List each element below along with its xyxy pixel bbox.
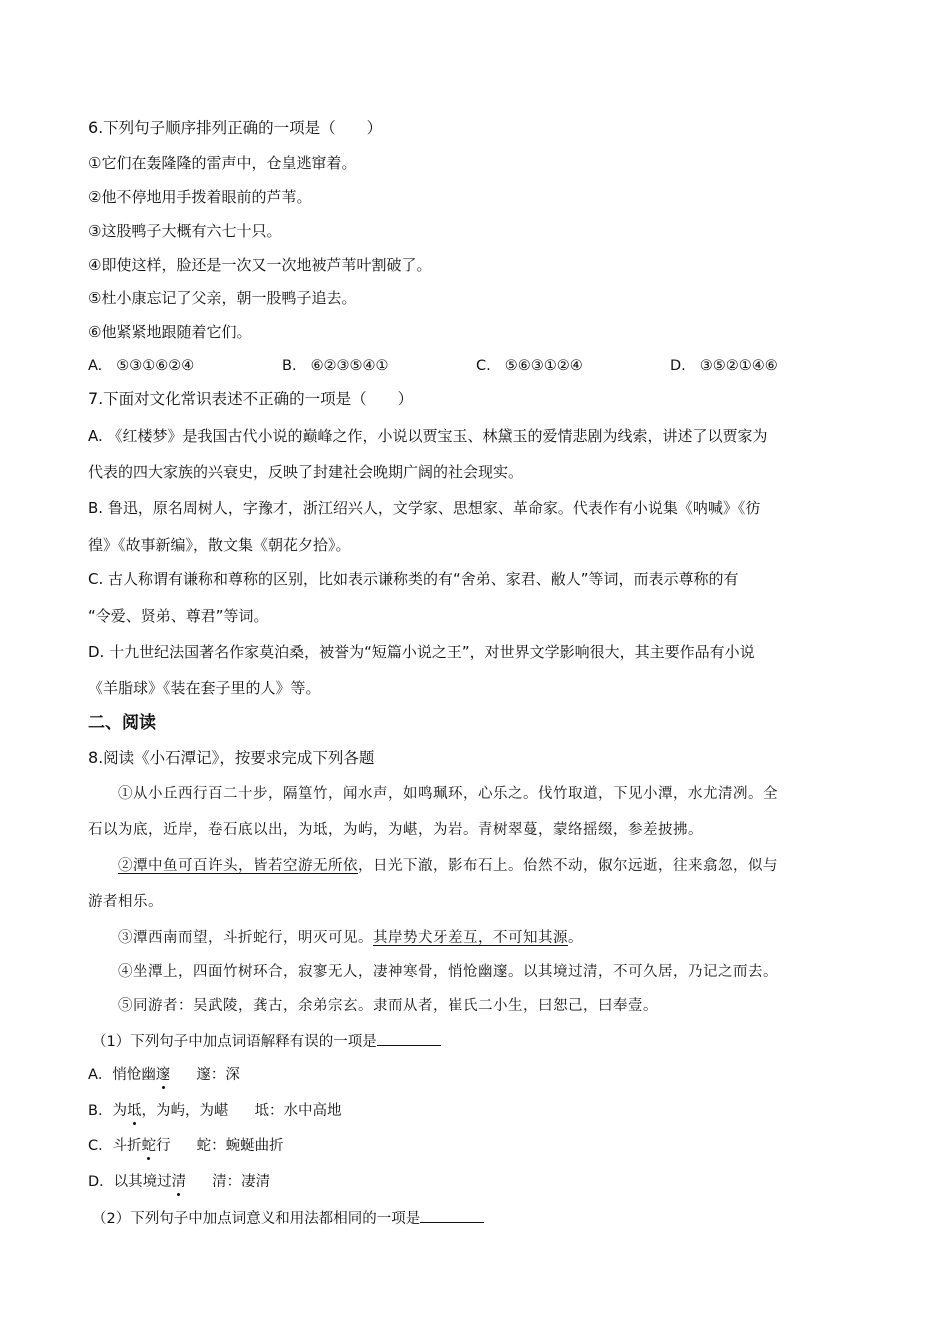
- q7-option-c-line-1: C. 古人称谓有谦称和尊称的区别，比如表示谦称类的有“舍弟、家君、敝人”等词，而表示尊称的有: [88, 570, 739, 588]
- section-heading: 二、阅读: [88, 713, 156, 733]
- passage-paragraph-1-line-1: ①从小丘西行百二十步，隔篁竹，闻水声，如鸣珮环，心乐之。伐竹取道，下见小潭，水尤清冽。全: [118, 786, 778, 802]
- answer-blank[interactable]: [420, 1208, 484, 1223]
- sub1-option-a: A．悄怆幽邃 邃：深: [88, 1067, 240, 1083]
- q7-option-d-line-1: D. 十九世纪法国著名作家莫泊桑，被誉为“短篇小说之王”，对世界文学影响很大，其主要作品有小说: [88, 643, 755, 661]
- dotted-word: 邃: [155, 1067, 171, 1083]
- q7-option-b-line-2: 徨》《故事新编》，散文集《朝花夕拾》。: [88, 536, 351, 554]
- q6-option-d: D. ③⑤②①④⑥: [670, 358, 778, 374]
- dotted-word: 坻: [126, 1103, 142, 1119]
- question-6-stem: 6.下列句子顺序排列正确的一项是（ ）: [88, 118, 383, 137]
- sub1-option-c: C．斗折蛇行 蛇：蜿蜒曲折: [88, 1138, 284, 1154]
- q7-option-b-line-1: B. 鲁迅，原名周树人，字豫才，浙江绍兴人，文学家、思想家、革命家。代表作有小说集《呐喊》《彷: [88, 499, 761, 517]
- sub1-option-b: B．为坻，为屿，为嵁 坻：水中高地: [88, 1103, 342, 1119]
- passage-paragraph-5: ⑤同游者：吴武陵，龚古，余弟宗玄。隶而从者，崔氏二小生，曰恕己，曰奉壹。: [118, 998, 658, 1014]
- underlined-sentence: ②潭中鱼可百许头，皆若空游无所依: [118, 858, 358, 874]
- sub1-option-d: D．以其境过清 清：凄清: [88, 1174, 271, 1190]
- q6-sentence-5: ⑤杜小康忘记了父亲，朝一股鸭子追去。: [88, 289, 357, 307]
- q6-sentence-3: ③这股鸭子大概有六七十只。: [88, 222, 282, 240]
- question-number: 8: [88, 748, 99, 767]
- q7-option-d-line-2: 《羊脂球》《装在套子里的人》等。: [88, 679, 321, 697]
- q7-option-a-line-1: A. 《红楼梦》是我国古代小说的巅峰之作，小说以贾宝玉、林黛玉的爱情悲剧为线索，讲述了以贾家为: [88, 427, 768, 445]
- q6-option-a: A. ⑤③①⑥②④: [88, 358, 195, 374]
- q6-sentence-4: ④即使这样，脸还是一次又一次地被芦苇叶割破了。: [88, 256, 432, 274]
- passage-paragraph-1-line-2: 石以为底，近岸，卷石底以出，为坻，为屿，为嵁，为岩。青树翠蔓，蒙络摇缀，参差披拂。: [88, 822, 703, 838]
- q6-sentence-1: ①它们在轰隆隆的雷声中，仓皇逃窜着。: [88, 154, 357, 172]
- q6-option-c: C. ⑤⑥③①②④: [476, 358, 583, 374]
- dotted-word: 清: [171, 1174, 187, 1190]
- question-8-stem: 8.阅读《小石潭记》，按要求完成下列各题: [88, 748, 375, 767]
- dotted-word: 蛇: [141, 1138, 157, 1154]
- sub-question-1-stem: （1）下列句子中加点词语解释有误的一项是: [92, 1031, 441, 1052]
- q6-sentence-6: ⑥他紧紧地跟随着它们。: [88, 323, 252, 341]
- q6-sentence-2: ②他不停地用手拨着眼前的芦苇。: [88, 188, 312, 206]
- question-7-stem: 7.下面对文化常识表述不正确的一项是（ ）: [88, 389, 414, 408]
- passage-paragraph-3: ③潭西南而望，斗折蛇行，明灭可见。其岸势犬牙差互，不可知其源。: [118, 930, 583, 946]
- underlined-sentence: 其岸势犬牙差互，不可知其源: [373, 930, 568, 946]
- passage-paragraph-2-line-2: 游者相乐。: [88, 894, 163, 910]
- passage-paragraph-4: ④坐潭上，四面竹树环合，寂寥无人，凄神寒骨，悄怆幽邃。以其境过清，不可久居，乃记之而去。: [118, 964, 778, 980]
- passage-paragraph-2-line-1: ②潭中鱼可百许头，皆若空游无所依，日光下澈，影布石上。佁然不动，俶尔远逝，往来翕忽，似与: [118, 858, 778, 874]
- q6-option-b: B. ⑥②③⑤④①: [282, 358, 389, 374]
- answer-blank[interactable]: [377, 1031, 441, 1046]
- sub-question-2-stem: （2）下列句子中加点词意义和用法都相同的一项是: [92, 1208, 484, 1229]
- q7-option-c-line-2: “令爱、贤弟、尊君”等词。: [88, 607, 269, 625]
- question-number: 7: [88, 389, 99, 408]
- q7-option-a-line-2: 代表的四大家族的兴衰史，反映了封建社会晚期广阔的社会现实。: [88, 463, 524, 481]
- question-number: 6: [88, 118, 99, 137]
